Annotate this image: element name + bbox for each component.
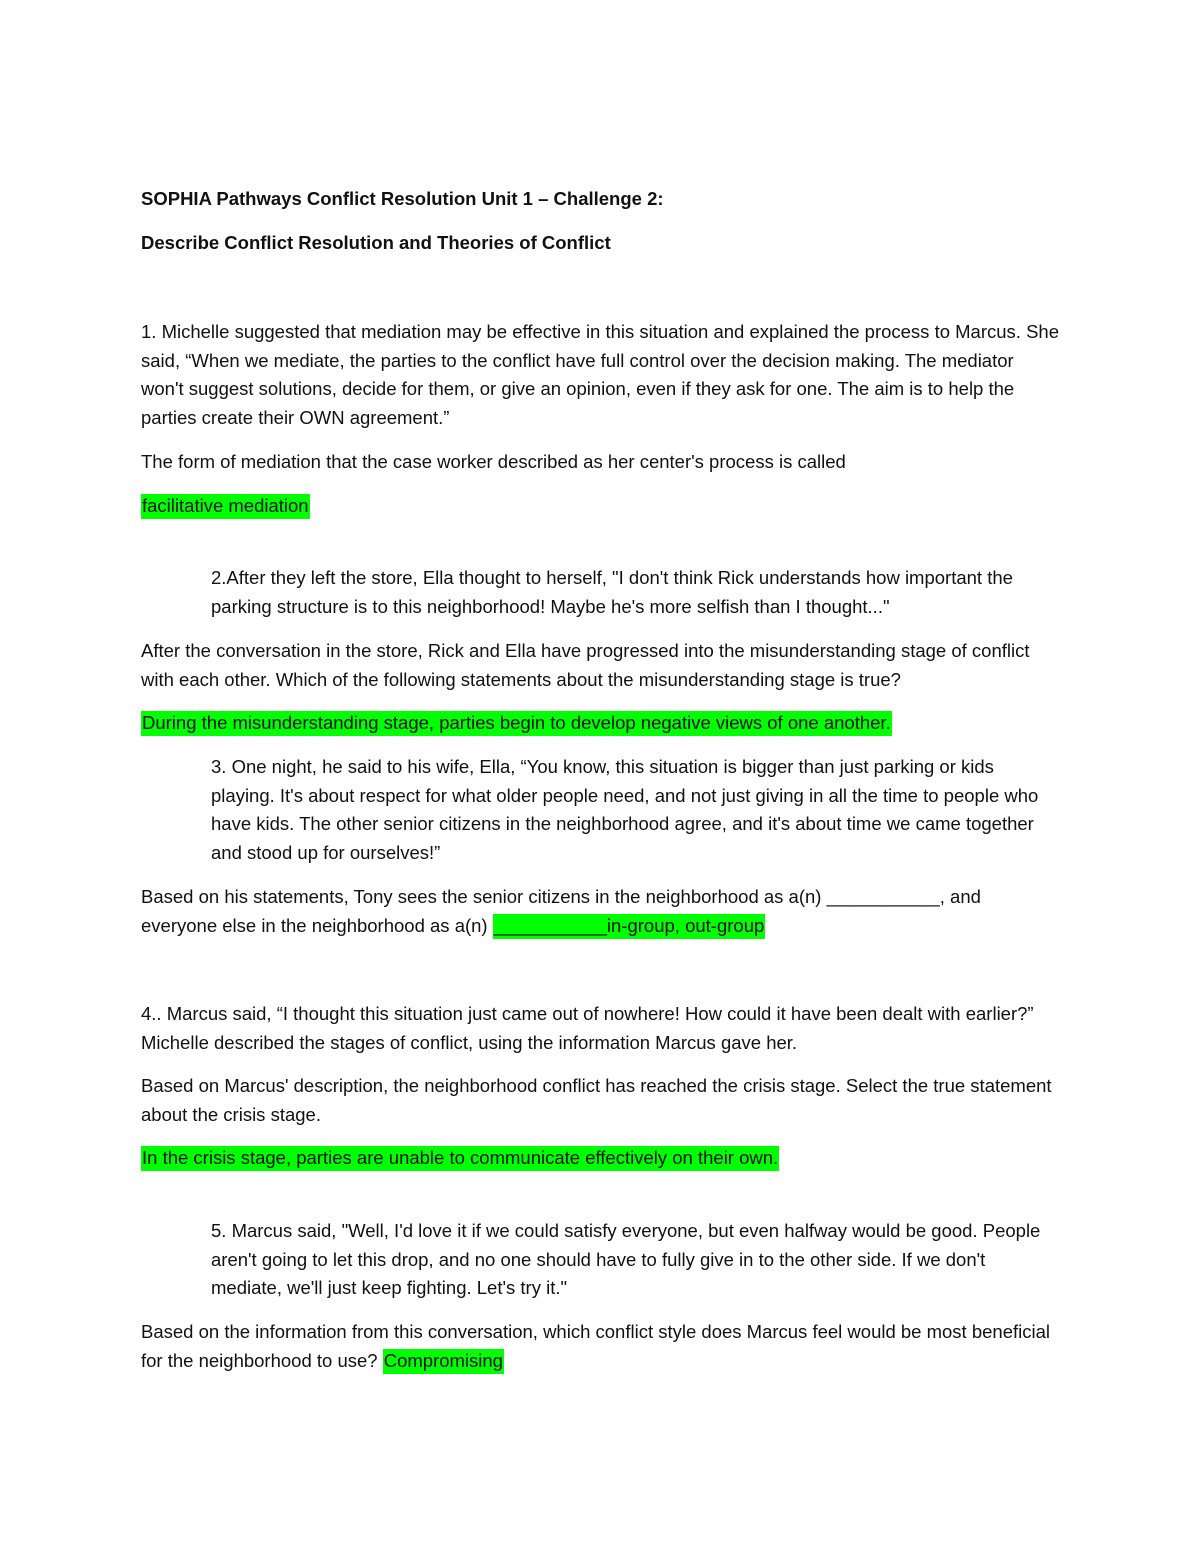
q2-question: After the conversation in the store, Rick and Ella have progressed into the misunderstanding stage of conflict with each other. Which of the following statements about the misunderstanding stage is true? [141,640,1030,690]
q3-prompt: 3. One night, he said to his wife, Ella, “You know, this situation is bigger than just parking or kids playing. It's about respect for what older people need, and not just giving in all the time to people who have kids. The other senior citizens in the neighborhood agree, and it's about time we came together and stood up for ourselves!” [211,756,1039,863]
q5-answer: Compromising [383,1349,504,1374]
q5-question [141,1318,1061,1375]
q4-answer: In the crisis stage, parties are unable to communicate effectively on their own. [141,1146,779,1171]
q3-question [141,883,1061,940]
q2-answer: During the misunderstanding stage, parties begin to develop negative views of one another. [141,711,892,736]
q5-prompt: 5. Marcus said, "Well, I'd love it if we could satisfy everyone, but even halfway would be good. People aren't going to let this drop, and no one should have to fully give in to the other side. If we don't mediate, we'll just keep fighting. Let's try it." [211,1220,1041,1298]
q5-question-text: Based on the information from this conversation, which conflict style does Marcus feel would be most beneficial for the neighborhood to use? [141,1321,1051,1371]
q3-question-part2: , and everyone else in the neighborhood as a(n) [141,886,981,936]
q3-question-part1: Based on his statements, Tony sees the senior citizens in the neighborhood as a(n) [141,886,827,907]
q3-answer: ___________in-group, out-group [493,914,766,939]
q2-prompt: 2.After they left the store, Ella thought to herself, "I don't think Rick understands how important the parking structure is to this neighborhood! Maybe he's more selfish than I thought..." [211,567,1013,617]
q4-prompt: 4.. Marcus said, “I thought this situation just came out of nowhere! How could it have been dealt with earlier?” Michelle described the stages of conflict, using the information Marcus gave her. [141,1003,1034,1053]
q1-question: The form of mediation that the case worker described as her center's process is called [141,451,846,472]
heading-line-1: SOPHIA Pathways Conflict Resolution Unit 1 – Challenge 2: [141,188,664,209]
heading-line-2: Describe Conflict Resolution and Theories of Conflict [141,232,611,253]
q1-answer: facilitative mediation [141,494,310,519]
q1-answer-line [141,492,1061,521]
q3-blank-1: ___________ [826,886,940,907]
q1-prompt: 1. Michelle suggested that mediation may be effective in this situation and explained the process to Marcus. She said, “When we mediate, the parties to the conflict have full control over the decision making. The mediator won't suggest solutions, decide for them, or give an opinion, even if they ask for one. The aim is to help the parties create their OWN agreement.” [141,321,1059,428]
q2-answer-line [141,709,1061,738]
q4-answer-line [141,1144,1061,1173]
q4-question: Based on Marcus' description, the neighborhood conflict has reached the crisis stage. Select the true statement about the crisis stage. [141,1075,1052,1125]
